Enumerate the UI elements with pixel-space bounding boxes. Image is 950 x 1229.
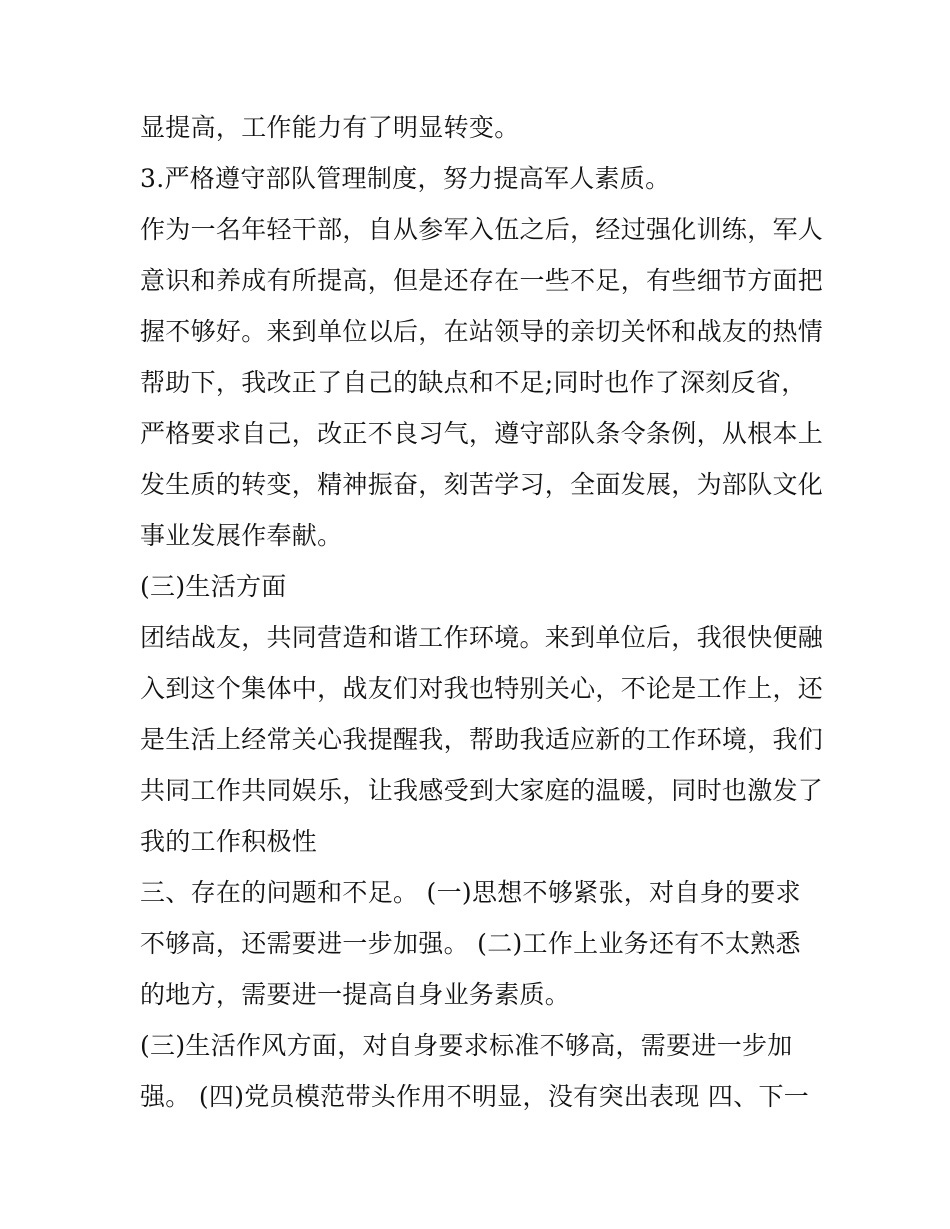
text-line: 强。 (四)党员模范带头作用不明显，没有突出表现 四、下一 (140, 1082, 810, 1111)
text-line: 意识和养成有所提高，但是还存在一些不足，有些细节方面把 (140, 266, 824, 295)
text-line: (三)生活作风方面，对自身要求标准不够高，需要进一步加 (140, 1031, 793, 1060)
section-heading: (三)生活方面 (140, 572, 287, 601)
text-line: 3.严格遵守部队管理制度，努力提高军人素质。 (140, 164, 671, 193)
text-line: 的地方，需要进一提高自身业务素质。 (140, 980, 571, 1009)
text-line: 不够高，还需要进一步加强。 (二)工作上业务还有不太熟悉 (140, 929, 801, 958)
text-line: 共同工作共同娱乐，让我感受到大家庭的温暖，同时也激发了 (140, 776, 824, 805)
text-line: 握不够好。来到单位以后，在站领导的亲切关怀和战友的热情 (140, 317, 824, 346)
text-line: 团结战友，共同营造和谐工作环境。来到单位后，我很快便融 (140, 623, 824, 652)
text-line: 发生质的转变，精神振奋，刻苦学习，全面发展，为部队文化 (140, 470, 824, 499)
text-line: 事业发展作奉献。 (140, 521, 343, 550)
text-line: 帮助下，我改正了自己的缺点和不足;同时也作了深刻反省， (140, 368, 807, 397)
text-line: 严格要求自己，改正不良习气，遵守部队条令条例，从根本上 (140, 419, 824, 448)
text-line: 入到这个集体中，战友们对我也特别关心，不论是工作上，还 (140, 674, 824, 703)
text-line: 是生活上经常关心我提醒我，帮助我适应新的工作环境，我们 (140, 725, 824, 754)
text-line: 显提高，工作能力有了明显转变。 (140, 113, 520, 142)
text-line: 作为一名年轻干部，自从参军入伍之后，经过强化训练，军人 (140, 215, 824, 244)
text-line: 三、存在的问题和不足。 (一)思想不够紧张，对自身的要求 (140, 878, 801, 907)
text-line: 我的工作积极性 (140, 827, 318, 856)
